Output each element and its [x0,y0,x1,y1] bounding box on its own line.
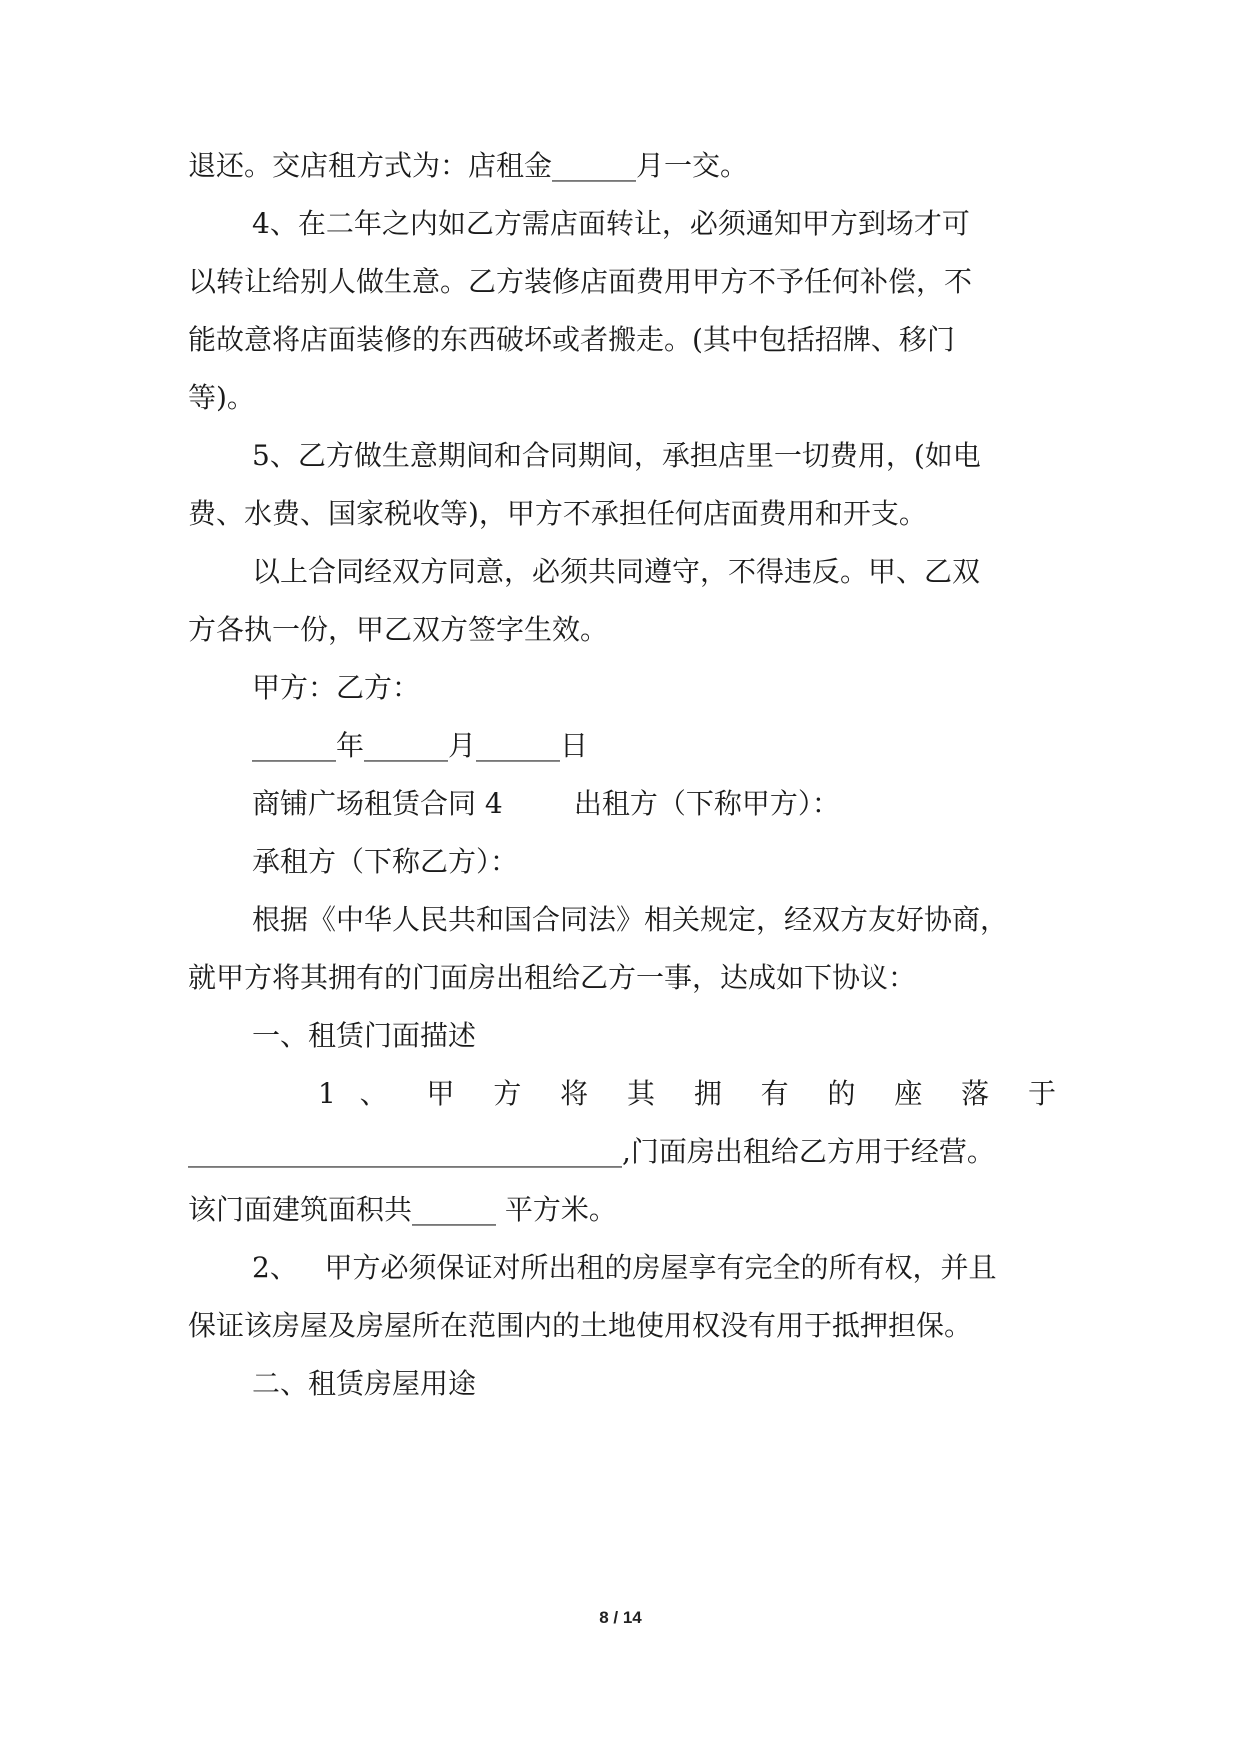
section-heading-2: 二、租赁房屋用途 [252,1367,477,1400]
signature-parties: 甲方：乙方： [252,671,421,704]
text-line: 就甲方将其拥有的门面房出租给乙方一事，达成如下协议： [188,961,917,994]
contract-title-line: 商铺广场租赁合同 4 出租方（下称甲方）： [252,787,840,820]
clause-5-line: 5、乙方做生意期间和合同期间，承担店里一切费用，(如电 [252,439,981,472]
page-number: 8 / 14 [599,1608,642,1627]
section-heading-1: 一、租赁门面描述 [252,1019,477,1052]
date-line: ______年______月______日 [252,729,589,762]
text-line: 以转让给别人做生意。乙方装修店面费用甲方不予任何补偿，不 [188,265,973,298]
text-line: 保证该房屋及房屋所在范围内的土地使用权没有用于抵押担保。 [188,1309,973,1342]
agreement-line: 以上合同经双方同意，必须共同遵守，不得违反。甲、乙双 [252,555,981,588]
clause-1-line: 1 、 甲 方 将 其 拥 有 的 座 落 于 [318,1077,1056,1110]
text-line: 该门面建筑面积共______ 平方米。 [188,1193,617,1226]
text-line: 等)。 [188,381,255,414]
text-line: 能故意将店面装修的东西破坏或者搬走。(其中包括招牌、移门 [188,323,955,356]
preamble-line: 根据《中华人民共和国合同法》相关规定，经双方友好协商， [252,903,1009,936]
text-line: 方各执一份，甲乙双方签字生效。 [188,613,609,646]
lessee-line: 承租方（下称乙方）： [252,845,519,878]
text-line: 费、水费、国家税收等)，甲方不承担任何店面费用和开支。 [188,497,927,530]
text-line: _______________________________,门面房出租给乙方用于经营。 [188,1135,995,1168]
clause-4-line: 4、在二年之内如乙方需店面转让，必须通知甲方到场才可 [252,207,970,240]
text-line: 退还。交店租方式为：店租金______月一交。 [188,149,749,182]
clause-2-line: 2、 甲方必须保证对所出租的房屋享有完全的所有权，并且 [252,1251,997,1284]
